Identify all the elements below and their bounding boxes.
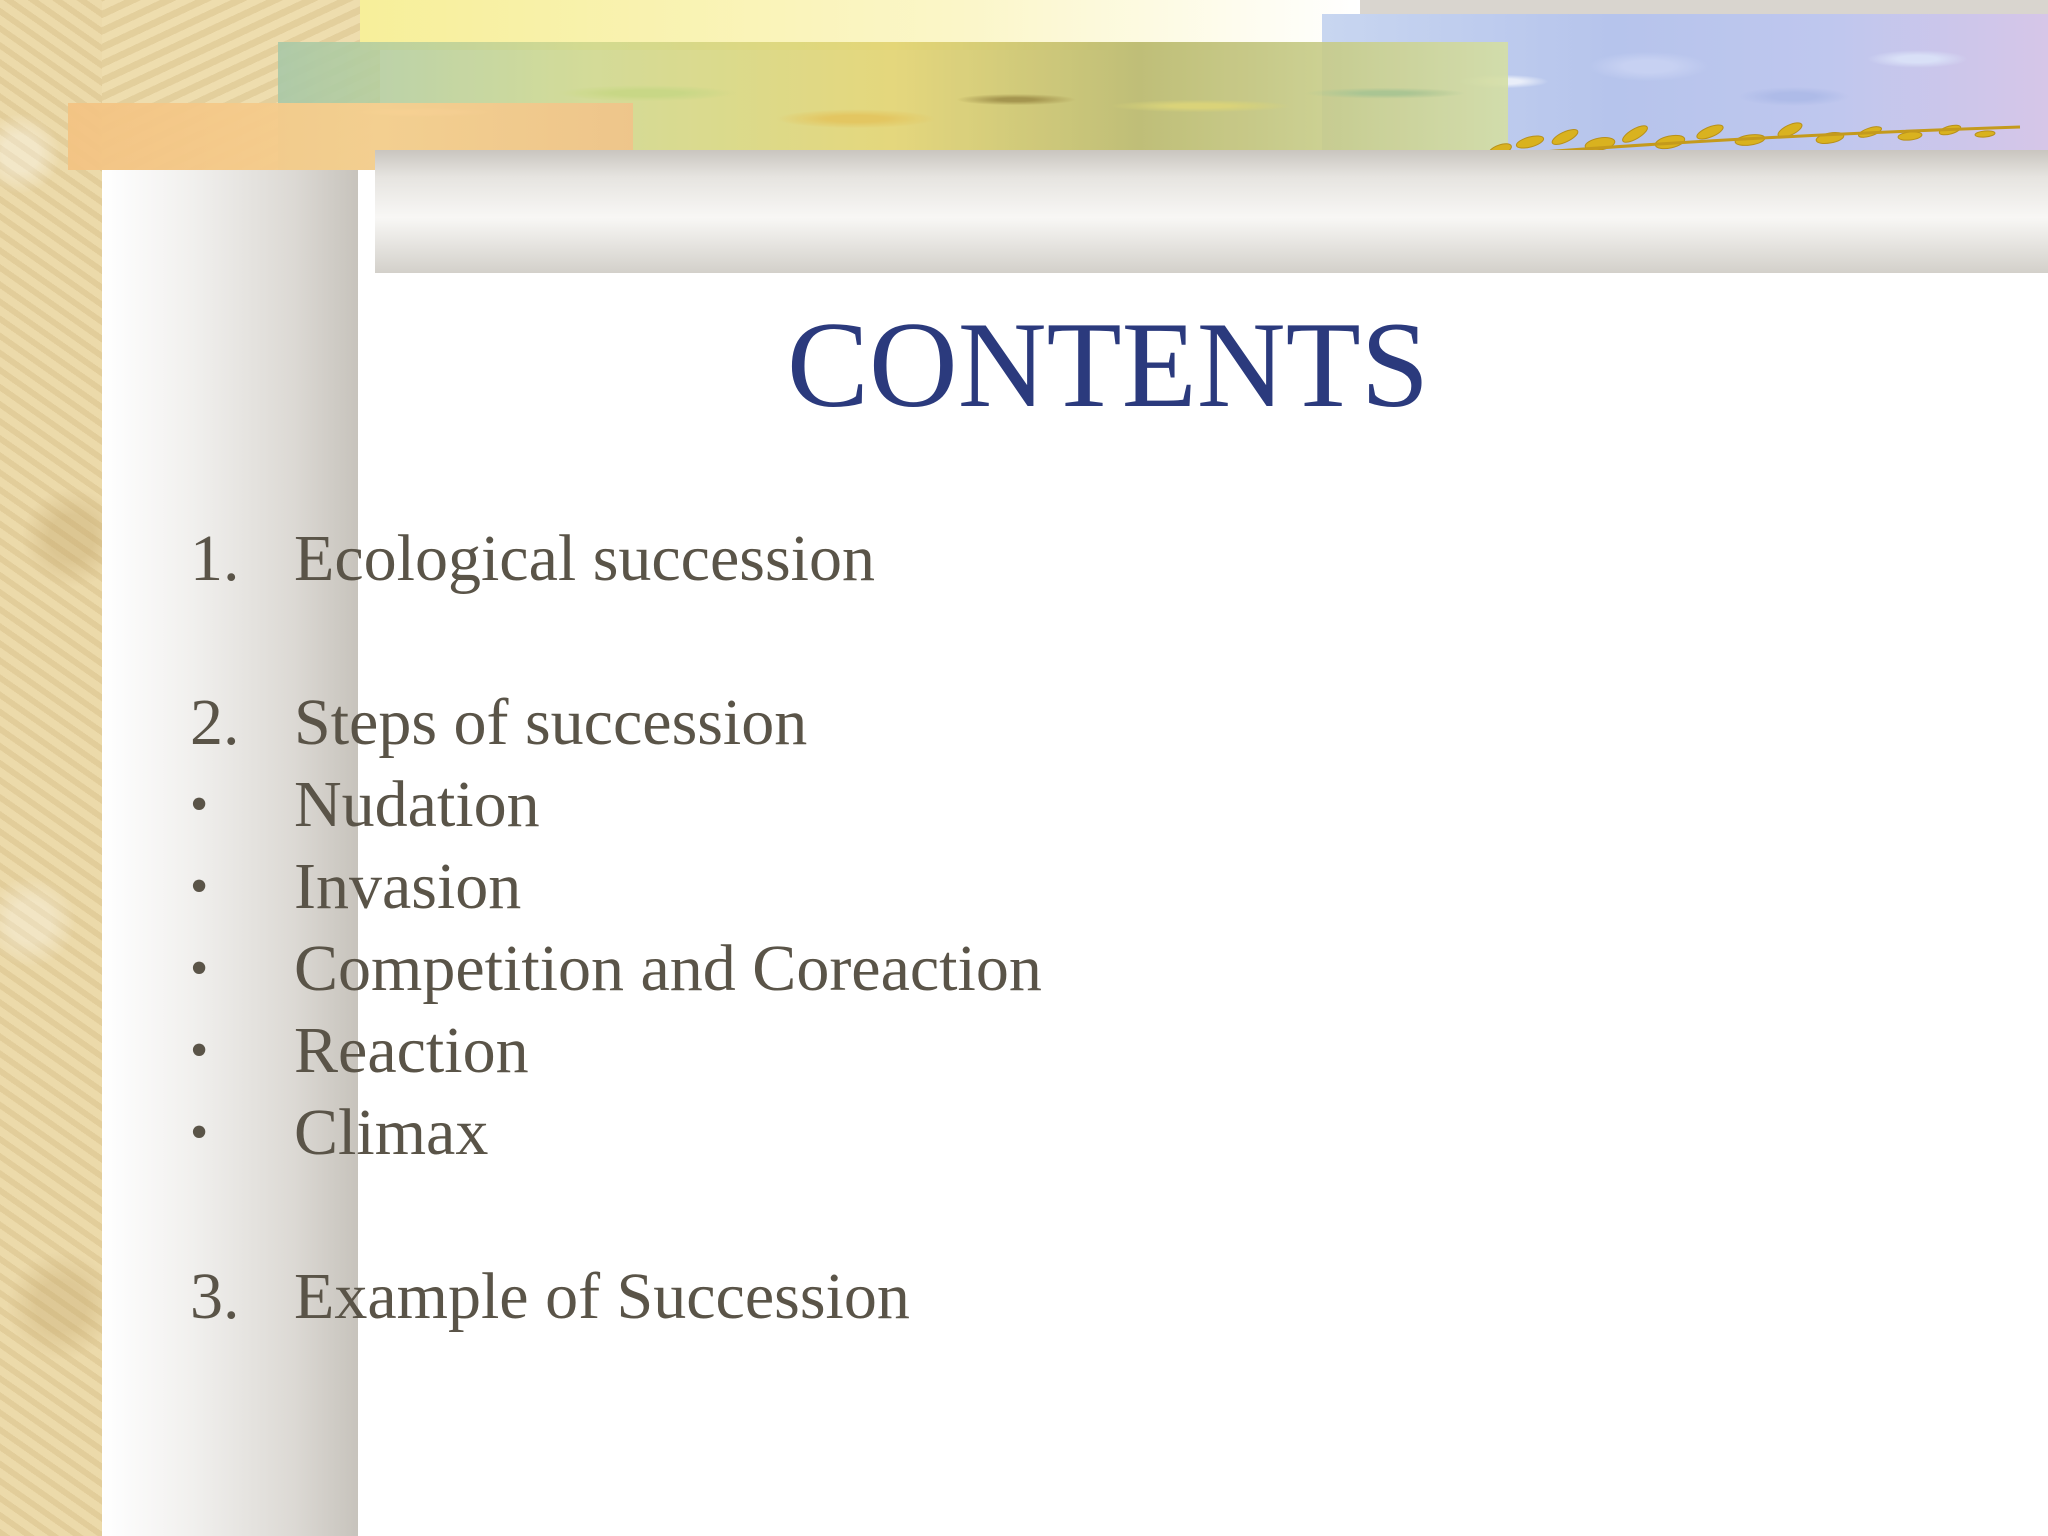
list-item (190, 1256, 1042, 1338)
list-item-label: Climax (294, 1096, 489, 1169)
list-item-label: Invasion (294, 850, 522, 923)
slide-title: CONTENTS (786, 296, 1430, 433)
bullet-icon: • (190, 858, 209, 915)
list-item (190, 764, 1042, 846)
parchment-texture-left (0, 0, 102, 1536)
bullet-icon: • (190, 1104, 209, 1161)
contents-list (190, 518, 1042, 1338)
bullet-icon: • (190, 940, 209, 997)
list-item-label: Competition and Coreaction (294, 932, 1042, 1005)
list-item (190, 1010, 1042, 1092)
list-item (190, 682, 1042, 764)
list-item-label: Steps of succession (294, 686, 808, 759)
list-item (190, 1092, 1042, 1174)
list-item (190, 928, 1042, 1010)
list-item (190, 846, 1042, 928)
list-number: 3. (190, 1260, 240, 1333)
list-item-label: Reaction (294, 1014, 529, 1087)
bullet-icon: • (190, 1022, 209, 1079)
list-item-label: Example of Succession (294, 1260, 910, 1333)
list-item-label: Ecological succession (294, 522, 875, 595)
list-number: 1. (190, 522, 240, 595)
list-item (190, 518, 1042, 600)
list-item-label: Nudation (294, 768, 540, 841)
bullet-icon: • (190, 776, 209, 833)
list-number: 2. (190, 686, 240, 759)
silver-horizontal-bar (375, 150, 2048, 273)
